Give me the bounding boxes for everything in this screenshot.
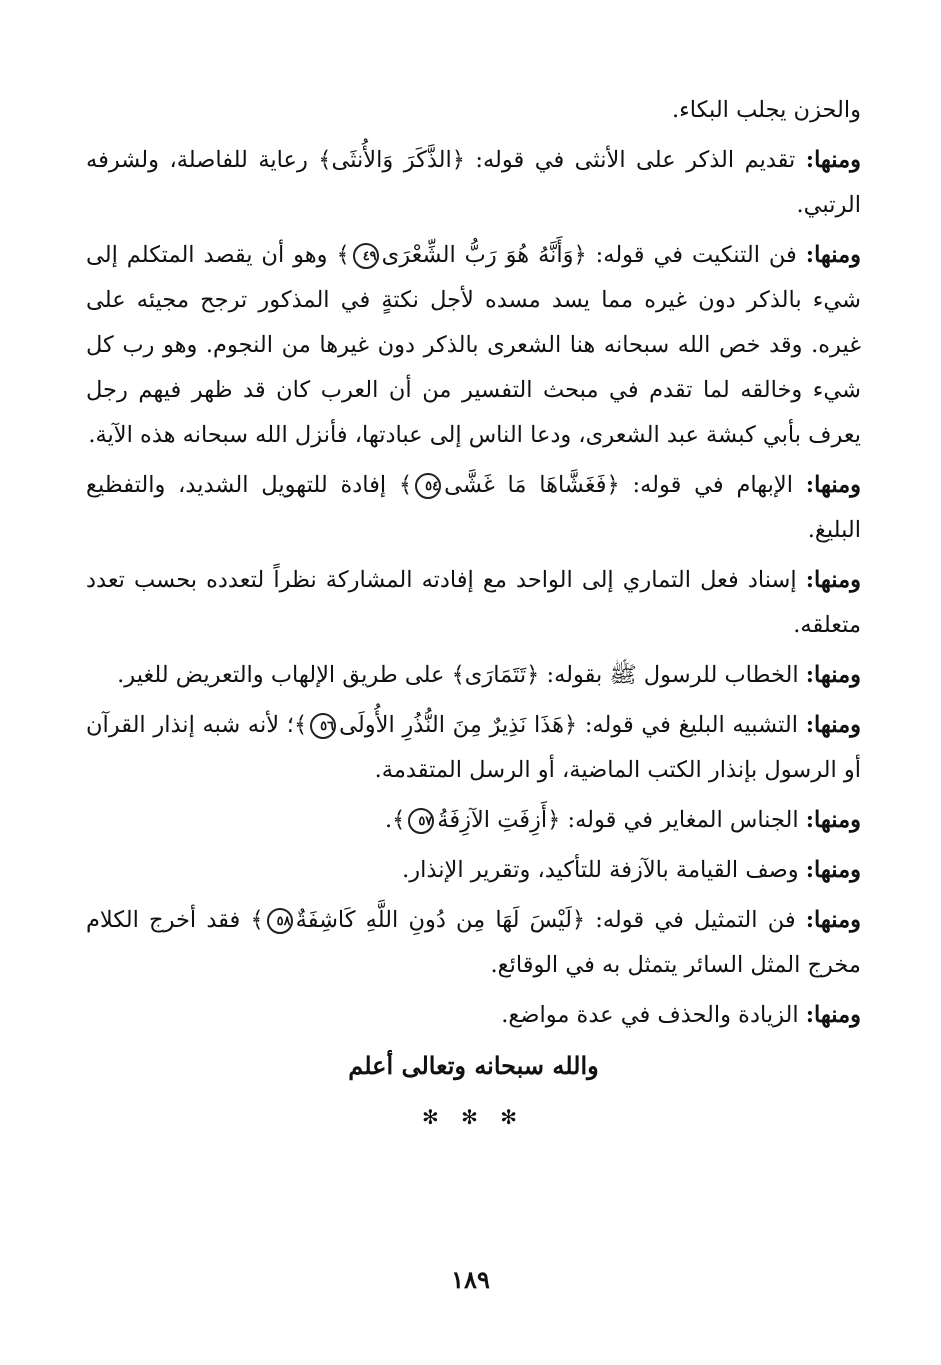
lead-word: ومنها:: [805, 567, 861, 593]
text: الإبهام في قوله:: [619, 472, 806, 498]
lead-word: ومنها:: [805, 147, 862, 173]
lead-word: ومنها:: [805, 712, 861, 738]
paragraph: [86, 653, 861, 698]
text: .: [384, 807, 393, 833]
text: الجناس المغاير في قوله:: [560, 807, 806, 833]
quran-bracket: ﴾: [293, 712, 308, 738]
paragraph: [86, 848, 861, 893]
paragraph: [86, 138, 861, 228]
text: الخطاب للرسول ﷺ بقوله:: [539, 662, 806, 688]
text: ؛ لأنه شبه إنذار القرآن أو الرسول بإنذار الكتب الماضية، أو الرسل المتقدمة.: [86, 712, 861, 783]
lead-word: ومنها:: [805, 242, 862, 268]
paragraph: [86, 88, 861, 133]
text: وصف القيامة بالآزفة للتأكيد، وتقرير الإنذار.: [402, 857, 806, 883]
paragraph: [86, 898, 861, 988]
text: والحزن يجلب البكاء.: [672, 97, 861, 123]
quran-bracket: ﴾: [336, 242, 350, 268]
ayah-number-marker: ٤٩: [353, 243, 379, 269]
quran-quote: ﴿لَيْسَ لَهَا مِن دُونِ اللَّهِ كَاشِفَةٌ: [295, 907, 586, 933]
page-body: [86, 88, 861, 1129]
text: تقديم الذكر على الأنثى في قوله:: [464, 147, 806, 173]
page-number: ١٨٩: [451, 1265, 490, 1294]
quran-bracket: ﴾: [250, 907, 264, 933]
lead-word: ومنها:: [805, 472, 862, 498]
quran-bracket: ﴾: [392, 807, 406, 833]
lead-word: ومنها:: [805, 907, 861, 933]
text: على طريق الإلهاب والتعريض للغير.: [117, 662, 452, 688]
lead-word: ومنها:: [805, 662, 861, 688]
quran-quote: ﴿وَأَنَّهُ هُوَ رَبُّ الشِّعْرَى: [381, 242, 587, 268]
ayah-number-marker: ٥٧: [408, 808, 434, 834]
text: الزيادة والحذف في عدة مواضع.: [501, 1002, 806, 1028]
text: إسناد فعل التماري إلى الواحد مع إفادته المشاركة نظراً لتعدده بحسب تعدد متعلقه.: [86, 567, 861, 638]
paragraph: [86, 993, 861, 1038]
paragraph: [86, 703, 861, 793]
lead-word: ومنها:: [805, 1002, 861, 1028]
paragraph: [86, 798, 861, 843]
quran-quote: ﴿هَذَا نَذِيرٌ مِنَ النُّذُرِ الأُولَى: [339, 712, 578, 738]
ayah-number-marker: ٥٤: [415, 473, 441, 499]
paragraph: [86, 558, 861, 648]
text: رعاية للفاصلة، ولشرفه الرتبي.: [86, 147, 861, 218]
quran-quote: ﴿الذَّكَرَ وَالأُنثَى﴾: [318, 147, 465, 173]
paragraph: [86, 463, 861, 553]
ayah-number-marker: ٥٦: [310, 713, 336, 739]
closing-phrase: والله سبحانه وتعالى أعلم: [348, 1051, 599, 1080]
quran-quote: ﴿تَتَمَارَى﴾: [451, 662, 540, 688]
quran-bracket: ﴾: [398, 472, 413, 498]
lead-word: ومنها:: [805, 857, 861, 883]
quran-quote: ﴿فَغَشَّاهَا مَا غَشَّى: [444, 472, 620, 498]
text: فن التمثيل في قوله:: [585, 907, 806, 933]
lead-word: ومنها:: [805, 807, 861, 833]
ayah-number-marker: ٥٨: [267, 908, 293, 934]
text: إفادة للتهويل الشديد، والتفظيع البليغ.: [86, 472, 861, 543]
text: فن التنكيت في قوله:: [586, 242, 806, 268]
quran-quote: ﴿أَزِفَتِ الآزِفَةُ: [437, 807, 561, 833]
text: فقد أخرج الكلام مخرج المثل السائر يتمثل به في الوقائع.: [86, 907, 861, 978]
text: وهو أن يقصد المتكلم إلى شيء بالذكر دون غيره مما يسد مسده لأجل نكتةٍ في المذكور ترجح مجيئه على غيره. وقد خص الله سبحانه هنا الشعرى بالذكر دون غيرها من النجوم. وهو رب كل شيء وخالقه لما تقدم في مبحث التفسير من أن العرب كان قد ظهر فيهم رجل يعرف بأبي كبشة عبد الشعرى، ودعا الناس إلى عبادتها، فأنزل الله سبحانه هذه الآية.: [86, 242, 861, 448]
text: التشبيه البليغ في قوله:: [577, 712, 806, 738]
paragraph: [86, 233, 861, 458]
section-divider-stars: ✻ ✻ ✻: [422, 1105, 525, 1129]
